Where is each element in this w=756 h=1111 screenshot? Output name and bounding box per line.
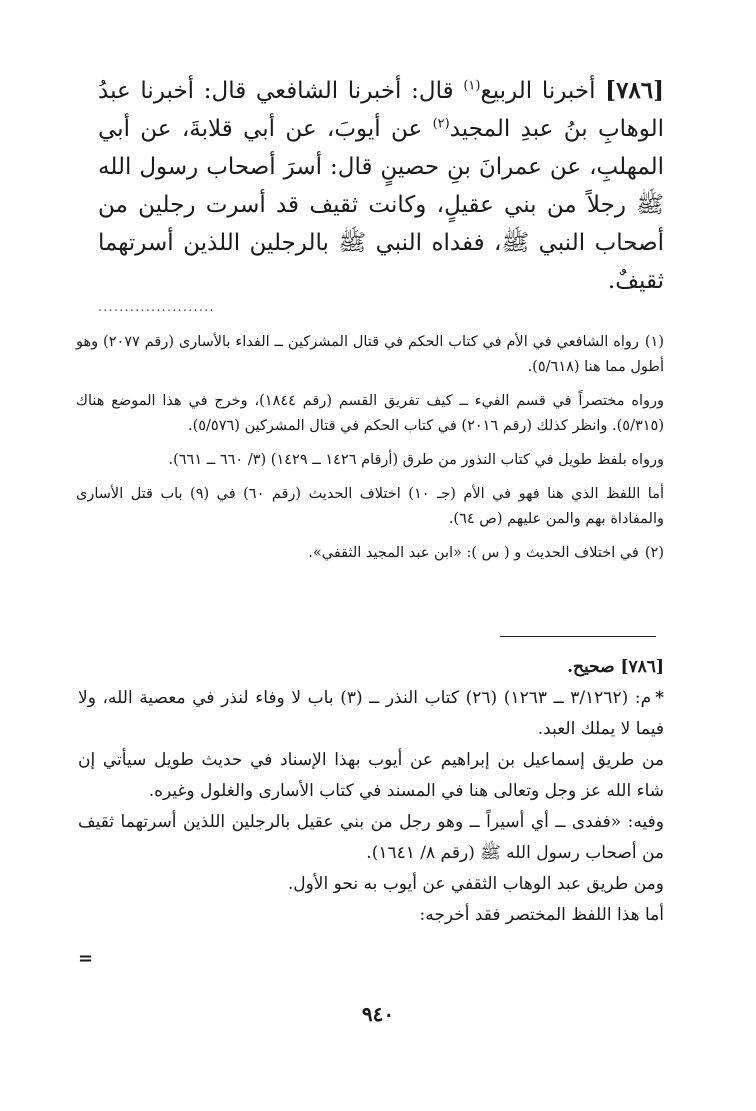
takhrij-line-3: وفيه: «ففدى ــ أي أسيراً ــ وهو رجل من بني عقيل بالرجلين اللذين أسرتهما ثقيف من أصحاب رسول الله ﷺ (رقم ٨/ ١٦٤١).: [78, 812, 664, 863]
continuation-mark: =: [78, 948, 94, 969]
footnote-1-para-4: [76, 482, 664, 532]
footnote-1-para-3: [76, 448, 664, 473]
footnote-separator-dots: ......................: [98, 300, 215, 314]
takhrij-line-text: م: (٣/١٢٦٢ ــ ١٢٦٣) (٢٦) كتاب النذر ــ (٣) باب لا وفاء لنذر في معصية الله، ولا فيما لا يملك العبد.: [78, 688, 664, 739]
hadith-number: [٧٨٦]: [605, 77, 665, 104]
hadith-text: [98, 72, 664, 300]
footnote-number: (١): [644, 334, 664, 350]
hadith-part-2: قال: أخبرنا الشافعي قال: أخبرنا عبدُ الوهابِ بنُ عبدِ المجيد: [98, 78, 665, 142]
star-marker: *: [655, 688, 664, 708]
takhrij-line-5: أما هذا اللفظ المختصر فقد أخرجه:: [419, 905, 664, 925]
footnote-2: [76, 541, 664, 566]
footnote-text: رواه الشافعي في الأم في كتاب الحكم في قتال المشركين ــ الفداء بالأسارى (رقم ٢٠٧٧) وهو أطول مما هنا (٥/٦١٨).: [76, 334, 664, 375]
footnote-1-para-2: [76, 389, 664, 439]
footnote-text: أما اللفظ الذي هنا فهو في الأم (جـ ١٠) اختلاف الحديث (رقم ٦٠) في (٩) باب قتل الأسارى والمفاداة بهم والمن عليهم (ص ٦٤).: [76, 486, 665, 527]
hadith-part-3: عن أيوبَ، عن أبي قلابةَ، عن أبي المهلبِ، عن عمرانَ بنِ حصينٍ قال: أسرَ أصحاب رسول الله ﷺ رجلاً من بني عقيلٍ، وكانت ثقيف قد أسرت رجلين من أصحاب النبي ﷺ، ففداه النبي ﷺ بالرجلين اللذين أسرتهما ثقيفٌ.: [98, 116, 664, 294]
section-divider: [500, 636, 656, 637]
footnote-text: في اختلاف الحديث و ( س ): «ابن عبد المجيد الثقفي».: [308, 545, 639, 561]
footnotes: [76, 330, 664, 575]
footnote-ref-2[interactable]: (٢): [432, 116, 450, 132]
takhrij-line-2: من طريق إسماعيل بن إبراهيم عن أيوب بهذا الإسناد في حديث طويل سيأتي إن شاء الله عز وجل وتعالى هنا في المسند في كتاب الأسارى والغلول وغيره.: [78, 750, 664, 801]
takhrij-line-1: [78, 683, 664, 745]
page-number: ٩٤٠: [361, 1002, 395, 1026]
takhrij-section: [78, 652, 664, 931]
footnote-number: (٢): [644, 545, 664, 561]
footnote-text: ورواه بلفظ طويل في كتاب النذور من طرق (أرقام ١٤٢٦ ــ ١٤٢٩) (٣/ ٦٦٠ ــ ٦٦١).: [168, 452, 664, 468]
footnote-ref-1[interactable]: (١): [463, 78, 481, 94]
footnote-1: [76, 330, 664, 380]
takhrij-heading: [٧٨٦] صحيح.: [567, 657, 664, 677]
footnote-text: ورواه مختصراً في قسم الفيء ــ كيف تفريق القسم (رقم ١٨٤٤)، وخرج في هذا الموضع هناك (٥/٣١٥). وانظر كذلك (رقم ٢٠١٦) في كتاب الحكم في قتال المشركين (٥/٥٧٦).: [76, 393, 664, 434]
hadith-part-1: أخبرنا الربيع: [480, 78, 596, 104]
takhrij-line-4: ومن طريق عبد الوهاب الثقفي عن أيوب به نحو الأول.: [287, 874, 664, 894]
